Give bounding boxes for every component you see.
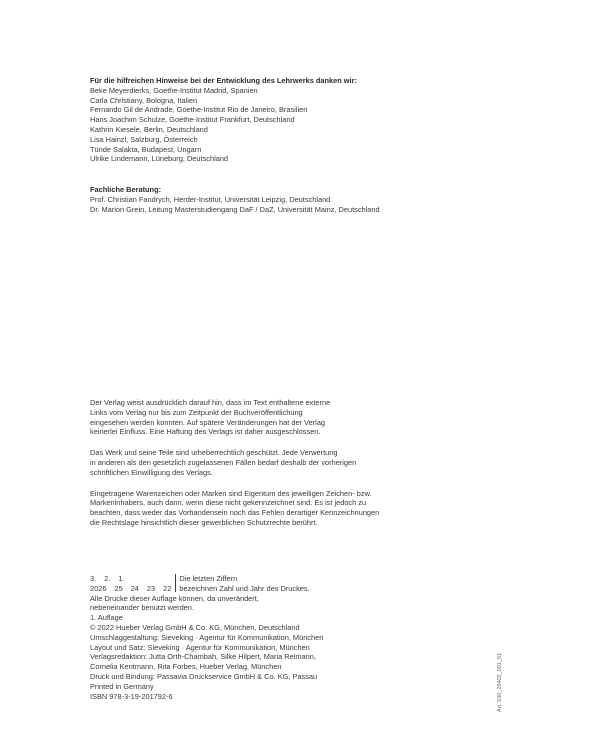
text-line: Links vom Verlag nur bis zum Zeitpunkt der Buchveröffentlichung [90, 407, 303, 417]
legal-notice-section [90, 398, 430, 539]
print-year: 24 [130, 583, 139, 593]
imprint-line: Printed in Germany [90, 681, 154, 691]
text-line: Eingetragene Warenzeichen oder Marken sind Eigentum des jeweiligen Zeichen- bzw. [90, 488, 372, 498]
acknowledgement-line: Kathrin Kiesele, Berlin, Deutschland [90, 124, 208, 134]
print-year: 25 [114, 583, 123, 593]
acknowledgement-line: Carla Christiany, Bologna, Italien [90, 95, 198, 105]
edition-line: 1. Auflage [90, 613, 123, 623]
print-year: 22 [163, 583, 172, 593]
expert-advice-line: Prof. Christian Fandrych, Herder-Institut, Universität Leipzig, Deutschland [90, 194, 331, 204]
print-number: 2. [104, 574, 111, 583]
text-line: die Rechtslage hinsichtlich dieser gewerblichen Schutzrechte berührt. [90, 517, 318, 527]
text-line: keinerlei Einfluss. Eine Haftung des Verlags ist daher ausgeschlossen. [90, 427, 321, 437]
acknowledgements-section [90, 76, 357, 164]
links-disclaimer-paragraph [90, 398, 430, 437]
text-line: schriftlichen Einwilligung des Verlags. [90, 467, 213, 477]
acknowledgements-heading: Für die hilfreichen Hinweise bei der Entwicklung des Lehrwerks danken wir: [90, 76, 357, 85]
print-year: 23 [146, 583, 156, 593]
print-run-indicator [90, 574, 323, 594]
copyright-line: © 2022 Hueber Verlag GmbH & Co. KG, München, Deutschland [90, 622, 300, 632]
isbn-line: ISBN 978-3-19-201792-6 [90, 691, 173, 701]
expert-advice-section [90, 185, 380, 214]
trademark-paragraph [90, 489, 430, 528]
print-note-line: bezeichnen Zahl und Jahr des Druckes. [179, 583, 310, 593]
acknowledgement-line: Hans Joachim Schulze, Goethe-Institut Frankfurt, Deutschland [90, 115, 295, 125]
imprint-line: Layout und Satz: Sieveking · Agentur für Kommunikation, München [90, 642, 310, 652]
expert-advice-heading: Fachliche Beratung: [90, 185, 162, 194]
expert-advice-line: Dr. Marion Grein, Leitung Masterstudiengang DaF / DaZ, Universität Mainz, Deutschland [90, 204, 380, 214]
acknowledgement-line: Lisa Hainzl, Salzburg, Österreich [90, 134, 198, 144]
imprint-section [90, 574, 323, 701]
imprint-line: Cornelia Kentmann, Rita Forbes, Hueber Verlag, München [90, 662, 282, 672]
article-code: Art. 530_26402_001_01 [497, 652, 503, 712]
print-number: 3. [90, 574, 97, 583]
print-years [90, 584, 171, 594]
copyright-paragraph [90, 448, 430, 477]
imprint-line: Umschlaggestaltung: Sieveking · Agentur für Kommunikation, München [90, 632, 324, 642]
print-note-line: Die letzten Ziffern [179, 574, 238, 583]
print-note [179, 574, 309, 594]
imprint-line: Alle Drucke dieser Auflage können, da unverändert, [90, 593, 259, 603]
print-number: 1. [118, 574, 125, 583]
text-line: Der Verlag weist ausdrücklich darauf hin, dass im Text enthaltene externe [90, 398, 331, 407]
text-line: eingesehen werden konnten. Auf spätere Veränderungen hat der Verlag [90, 417, 326, 427]
text-line: beachten, dass weder das Vorhandensein noch das Fehlen derartiger Kennzeichnungen [90, 508, 380, 518]
divider [175, 574, 176, 592]
acknowledgement-line: Fernando Gil de Andrade, Goethe-Institut Rio de Janeiro, Brasilien [90, 105, 308, 115]
text-line: in anderen als den gesetzlich zugelassenen Fällen bedarf deshalb der vorherigen [90, 457, 357, 467]
imprint-line: Verlagsredaktion: Jutta Orth-Chambah, Silke Hilpert, Maria Reimann, [90, 652, 316, 662]
text-line: Das Werk und seine Teile sind urheberrechtlich geschützt. Jede Verwertung [90, 448, 338, 458]
print-year: 2026 [90, 583, 107, 593]
acknowledgement-line: Tünde Salakta, Budapest, Ungarn [90, 144, 202, 154]
text-line: Markeninhabers, auch dann, wenn diese nicht gekennzeichnet sind. Es ist jedoch zu [90, 498, 367, 508]
imprint-line: Druck und Bindung: Passavia Druckservice GmbH & Co. KG, Passau [90, 671, 318, 681]
acknowledgement-line: Beke Meyerdierks, Goethe-Institut Madrid, Spanien [90, 85, 258, 95]
acknowledgement-line: Ulrike Lindemann, Lüneburg, Deutschland [90, 154, 229, 164]
print-numbers [90, 574, 171, 584]
imprint-line: nebeneinander benutzt werden. [90, 603, 194, 613]
